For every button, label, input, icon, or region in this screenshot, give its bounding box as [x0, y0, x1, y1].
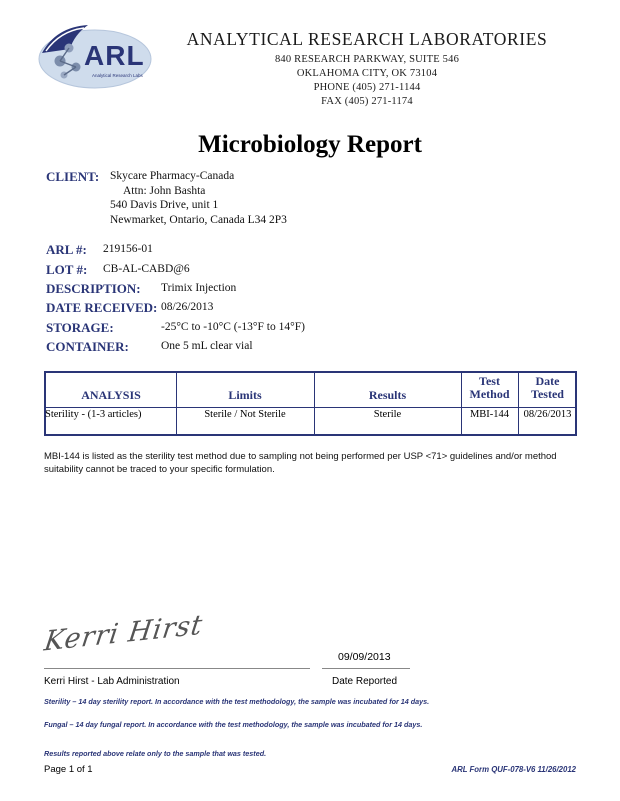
- client-city: Newmarket, Ontario, Canada L34 2P3: [110, 213, 287, 226]
- report-title: Microbiology Report: [198, 131, 422, 158]
- lot-number-label: LOT #:: [46, 262, 88, 277]
- form-id: ARL Form QUF-078-V6 11/26/2012: [451, 765, 576, 774]
- container-value: One 5 mL clear vial: [161, 340, 253, 352]
- cell-date-tested: 08/26/2013: [523, 409, 572, 420]
- date-received-label: DATE RECEIVED:: [46, 300, 158, 315]
- results-table: [44, 371, 577, 436]
- client-street: 540 Davis Drive, unit 1: [110, 199, 219, 211]
- footnote-sterility: Sterility – 14 day sterility report. In accordance with the test methodology, the sample was incubated for 14 days.: [44, 697, 430, 706]
- header-test-method-line-2: Method: [469, 386, 510, 401]
- logo-subtext: Analytical Research Labs: [92, 73, 143, 78]
- client-label: CLIENT:: [46, 169, 100, 184]
- arl-logo: [36, 17, 154, 95]
- report-date: 09/09/2013: [338, 651, 391, 663]
- lab-address-line-1: 840 RESEARCH PARKWAY, SUITE 546: [274, 54, 460, 65]
- container-label: CONTAINER:: [46, 339, 129, 354]
- cell-results: Sterile: [373, 409, 402, 420]
- date-reported-label: Date Reported: [332, 676, 398, 687]
- header-results: Results: [368, 388, 407, 402]
- cell-test-method: MBI-144: [469, 409, 510, 420]
- date-received-value: 08/26/2013: [161, 301, 214, 313]
- footnote-results: Results reported above relate only to the sample that was tested.: [44, 749, 267, 758]
- header-limits: Limits: [228, 388, 262, 402]
- signature-script: Kerri Hirst: [42, 609, 206, 658]
- date-line: [322, 668, 410, 669]
- client-name: Skycare Pharmacy-Canada: [110, 170, 235, 182]
- client-address: [110, 169, 287, 227]
- page-number: Page 1 of 1: [44, 764, 93, 775]
- arl-number-value: 219156-01: [103, 243, 153, 255]
- header-date-tested-line-1: Date: [535, 373, 560, 388]
- method-note: MBI-144 is listed as the sterility test method due to sampling not being performed per USP <71> guidelines and/or method suitability cannot be traced to your specific formulation.: [44, 451, 557, 475]
- cell-limits: Sterile / Not Sterile: [204, 409, 286, 420]
- lot-number-value: CB-AL-CABD@6: [103, 263, 190, 275]
- header-test-method: [461, 373, 518, 407]
- signatory-name: Kerri Hirst - Lab Administration: [44, 676, 180, 687]
- footnote-fungal: Fungal – 14 day fungal report. In accordance with the test methodology, the sample was incubated for 14 days.: [44, 720, 423, 729]
- header-date-tested: [518, 373, 577, 407]
- arl-number-label: ARL #:: [46, 242, 87, 257]
- header-date-tested-line-2: Tested: [531, 386, 564, 401]
- description-value: Trimix Injection: [161, 282, 237, 294]
- logo-text: ARL: [84, 40, 145, 71]
- lab-phone: PHONE (405) 271-1144: [313, 82, 421, 93]
- header-analysis: ANALYSIS: [81, 388, 141, 402]
- lab-address-line-2: OKLAHOMA CITY, OK 73104: [296, 68, 438, 79]
- lab-fax: FAX (405) 271-1174: [321, 96, 413, 107]
- signature-line: [44, 668, 310, 669]
- lab-name: ANALYTICAL RESEARCH LABORATORIES: [186, 29, 548, 49]
- signature-image: [42, 609, 206, 658]
- description-label: DESCRIPTION:: [46, 281, 141, 296]
- client-attn: Attn: John Bashta: [123, 184, 206, 197]
- cell-analysis: Sterility - (1-3 articles): [45, 409, 142, 420]
- storage-label: STORAGE:: [46, 320, 114, 335]
- storage-value: -25°C to -10°C (-13°F to 14°F): [161, 321, 305, 333]
- header-test-method-line-1: Test: [479, 373, 500, 388]
